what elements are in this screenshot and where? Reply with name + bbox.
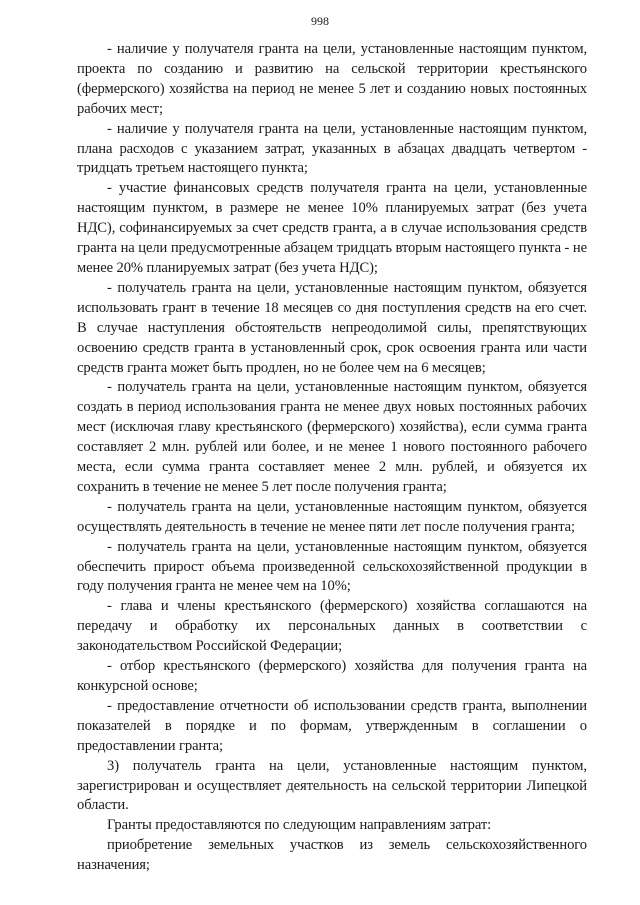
paragraph-project-requirement: - наличие у получателя гранта на цели, установленные настоящим пунктом, проекта по созданию и развитию на сельской территории крестьянского (фермерского) хозяйства на период не менее 5 лет и созданию новых постоянных рабочих мест; (77, 41, 587, 117)
paragraph-land-purchase: приобретение земельных участков из земель сельскохозяйственного назначения; (77, 837, 587, 874)
paragraph-personal-data: - глава и члены крестьянского (фермерского) хозяйства соглашаются на передачу и обработку их персональных данных в соответствии с законодательством Российской Федерации; (77, 598, 587, 655)
paragraph-activity-duration: - получатель гранта на цели, установленные настоящим пунктом, обязуется осуществлять деятельность в течение не менее пяти лет после получения гранта; (77, 498, 587, 535)
paragraph-competitive-selection: - отбор крестьянского (фермерского) хозяйства для получения гранта на конкурсной основе; (77, 658, 587, 694)
paragraph-production-growth: - получатель гранта на цели, установленные настоящим пунктом, обязуется обеспечить прирост объема произведенной сельскохозяйственной продукции в году получения гранта не менее чем на 10%; (77, 538, 587, 595)
paragraph-own-funds-share: - участие финансовых средств получателя гранта на цели, установленные настоящим пунктом, в размере не менее 10% планируемых затрат (без учета НДС), софинансируемых за счет средств гранта, а в случае использования средств гранта на цели предусмотренные абзацем тридцать вторым настоящего пункта - не менее 20% планируемых затрат (без учета НДС); (77, 180, 587, 276)
document-body (77, 40, 587, 876)
paragraph-grant-directions: Гранты предоставляются по следующим направлениям затрат: (107, 817, 492, 834)
paragraph-new-jobs: - получатель гранта на цели, установленные настоящим пунктом, обязуется создать в период использования гранта не менее двух новых постоянных рабочих мест (исключая главу крестьянского (фермерского) хозяйства), если сумма гранта составляет 2 млн. рублей или более, и не менее 1 нового постоянного рабочего места, если сумма гранта составляет менее 2 млн. рублей, и обязуется их сохранить в течение не менее 5 лет после получения гранта; (77, 379, 587, 495)
page-number: 998 (311, 14, 329, 28)
paragraph-reporting: - предоставление отчетности об использовании средств гранта, выполнении показателей в порядке и по формам, утвержденным в соглашении о предоставлении гранта; (77, 697, 587, 754)
paragraph-expense-plan: - наличие у получателя гранта на цели, установленные настоящим пунктом, плана расходов с указанием затрат, указанных в абзацах двадцать четвертом - тридцать третьем настоящего пункта; (77, 120, 587, 177)
paragraph-registration: 3) получатель гранта на цели, установленные настоящим пунктом, зарегистрирован и осуществляет деятельность на сельской территории Липецкой области. (77, 757, 587, 814)
paragraph-usage-period: - получатель гранта на цели, установленные настоящим пунктом, обязуется использовать грант в течение 18 месяцев со дня поступления средств на его счет. В случае наступления обстоятельств непреодолимой силы, препятствующих освоению средств гранта в установленный срок, срок освоения гранта или части средств гранта может быть продлен, но не более чем на 6 месяцев; (77, 279, 587, 376)
